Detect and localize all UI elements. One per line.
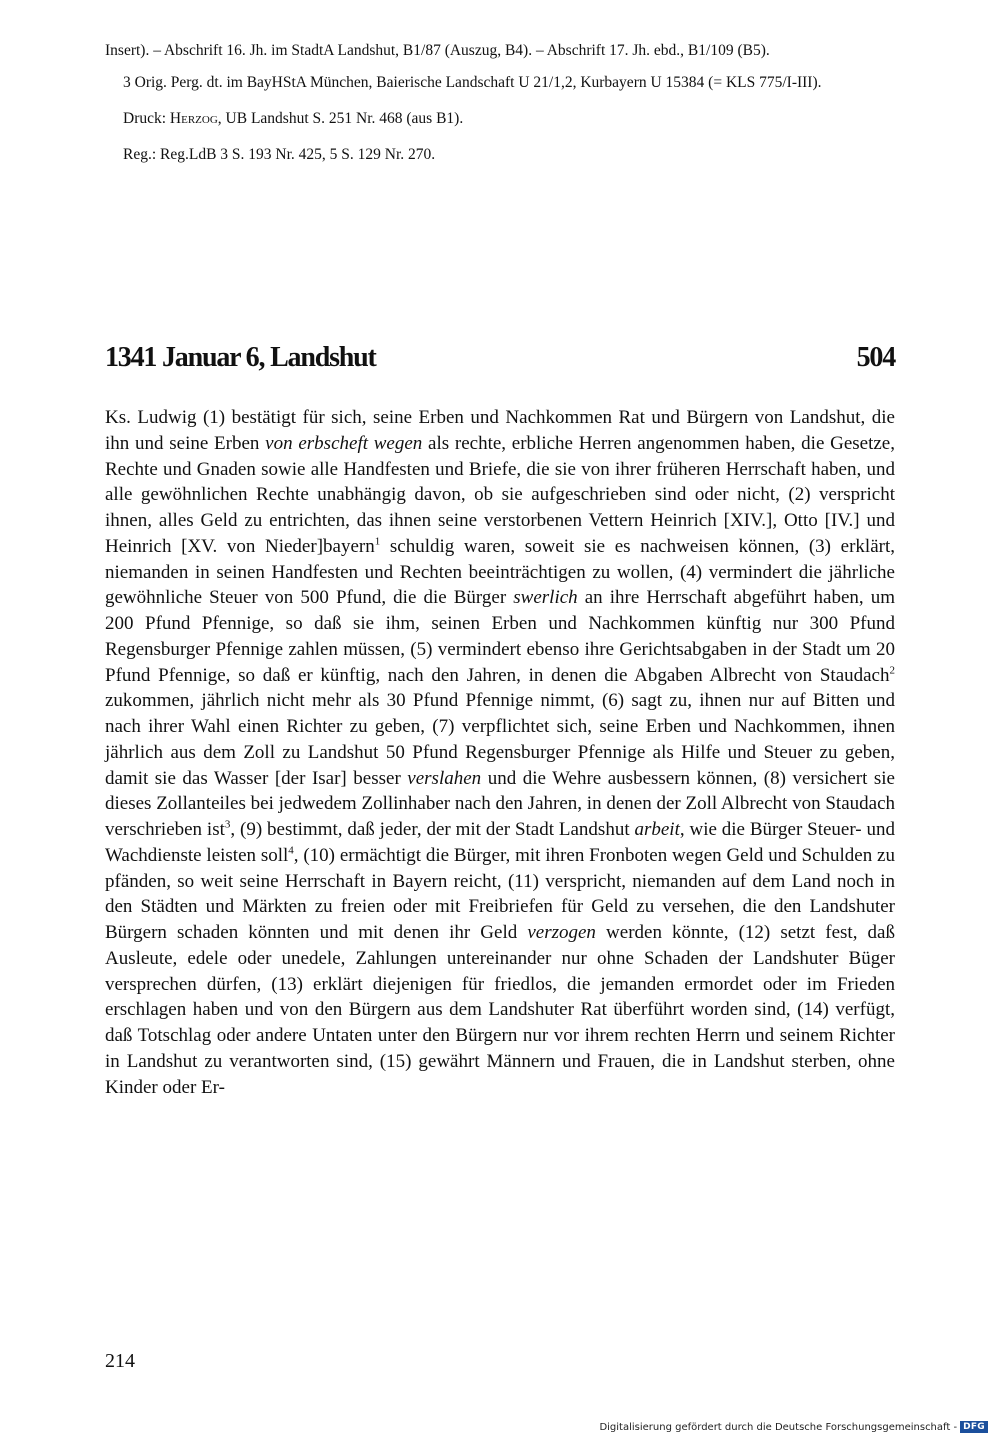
italic-quote: verzogen [527, 922, 596, 943]
text-run: und die Wehre ausbessern können, (8) versichert sie dieses Zollanteiles bei jedwedem Zollinhaber nach den Jahren, in denen der Zoll Albrecht von Staudach verschrieben ist [105, 767, 895, 840]
page-number: 214 [105, 1350, 135, 1372]
source-note-original: 3 Orig. Perg. dt. im BayHStA München, Baierische Landschaft U 21/1,2, Kurbayern U 15384 (= KLS 775/I-III). [123, 74, 822, 91]
text-run: , (9) bestimmt, daß jeder, der mit der Stadt Landshut [230, 819, 635, 840]
text-run: als rechte, erbliche Herren angenommen haben, die Gesetze, Rechte und Gnaden sowie alle Handfesten und Briefe, die sie von ihrer früheren Herrschaft haben, und alle gewöhnlichen Rechte unabhängig davon, ob sie aufgeschrieben sind oder nicht, (2) verspricht ihnen, alles Geld zu entrichten, das ihnen seine verstorbenen Vettern Heinrich [XIV.], Otto [IV.] und Heinrich [XV. von Nieder]bayern [105, 432, 895, 557]
print-author: Herzog [169, 110, 218, 127]
footnote-ref: 1 [374, 535, 381, 548]
footnote-ref: 3 [224, 818, 231, 831]
footnote-ref: 4 [288, 844, 294, 857]
regest-text [105, 405, 895, 1100]
footer-text: Digitalisierung gefördert durch die Deutsche Forschungsgemeinschaft - [599, 1421, 958, 1433]
digitization-footer [599, 1421, 988, 1433]
source-note-copies: Insert). – Abschrift 16. Jh. im StadtA Landshut, B1/87 (Auszug, B4). – Abschrift 17. Jh. ebd., B1/109 (B5). [105, 42, 770, 59]
print-reference: , UB Landshut S. 251 Nr. 468 (aus B1). [217, 110, 464, 127]
text-run: , (10) ermächtigt die Bürger, mit ihren Fronboten wegen Geld und Schulden zu pfänden, so weit seine Herrschaft in Bayern reicht, (11) verspricht, niemanden auf dem Land noch in den Städten und Märkten zu freien oder mit Freibriefen für Geld zu versehen, die den Landshuter Bürgern schaden könnten und mit denen ihr Geld [105, 844, 895, 943]
text-run: zukommen, jährlich nicht mehr als 30 Pfund Pfennige nimmt, (6) sagt zu, ihnen nur auf Bitten und nach ihrer Wahl einen Richter zu geben, (7) verpflichtet sich, seine Erben und Nachkommen, ihnen jährlich aus dem Zoll zu Landshut 50 Pfund Regensburger Pfennige als Hilfe und Steuer zu geben, damit sie das Wasser [der Isar] besser [105, 690, 895, 789]
text-run: schuldig waren, soweit sie es nachweisen können, (3) erklärt, niemanden in seinen Handfesten und Rechten beeinträchtigen zu wollen, (4) vermindert die jährliche gewöhnliche Steuer von 500 Pfund, die die Bürger [105, 535, 895, 609]
dfg-logo-icon: DFG [960, 1421, 988, 1433]
text-run: werden könnte, (12) setzt fest, daß Ausleute, edele oder unedele, Zahlungen untereinander nur ohne Schaden der Landshuter Büger versprechen dürfen, (13) erklärt diejenigen für friedlos, die jemanden ermordet oder im Frieden erschlagen haben und von den Bürgern aus dem Landshuter Rat überführt worden sind, (14) verfügt, daß Totschlag oder andere Untaten unter den Bürgern nur vor ihrem rechten Herrn und seinem Richter in Landshut zu verantworten sind, (15) gewährt Männern und Frauen, die in Landshut sterben, ohne Kinder oder Er- [105, 922, 895, 1098]
print-note [105, 108, 895, 130]
italic-quote: von erbscheft wegen [265, 432, 423, 454]
footnote-ref: 2 [889, 664, 895, 677]
italic-quote: swerlich [513, 587, 578, 609]
document-heading [105, 342, 895, 374]
italic-quote: arbeit [634, 819, 680, 840]
text-run: , wie die Bürger Steuer- und Wachdienste leisten soll [105, 819, 895, 866]
text-run: an ihre Herrschaft abgeführt haben, um 200 Pfund Pfennige, so daß sie ihm, seinen Erben und Nachkommen künftig nur 300 Pfund Regensburger Pfennige zahlen müssen, (5) vermindert ebenso ihre Gerichtsabgaben in der Stadt um 20 Pfund Pfennige, so daß er künftig, nach den Jahren, in denen die Abgaben Albrecht von Staudach [105, 587, 895, 686]
text-run: Ks. Ludwig (1) bestätigt für sich, seine Erben und Nachkommen Rat und Bürgern von Landshut, die ihn und seine Erben [105, 407, 895, 454]
heading-date-place: 1341 Januar 6, Landshut [105, 342, 376, 373]
italic-quote: verslahen [407, 767, 482, 789]
heading-number: 504 [856, 342, 895, 373]
print-label: Druck: [123, 110, 170, 127]
document-page [105, 40, 895, 1098]
register-note: Reg.: Reg.LdB 3 S. 193 Nr. 425, 5 S. 129 Nr. 270. [123, 146, 436, 163]
